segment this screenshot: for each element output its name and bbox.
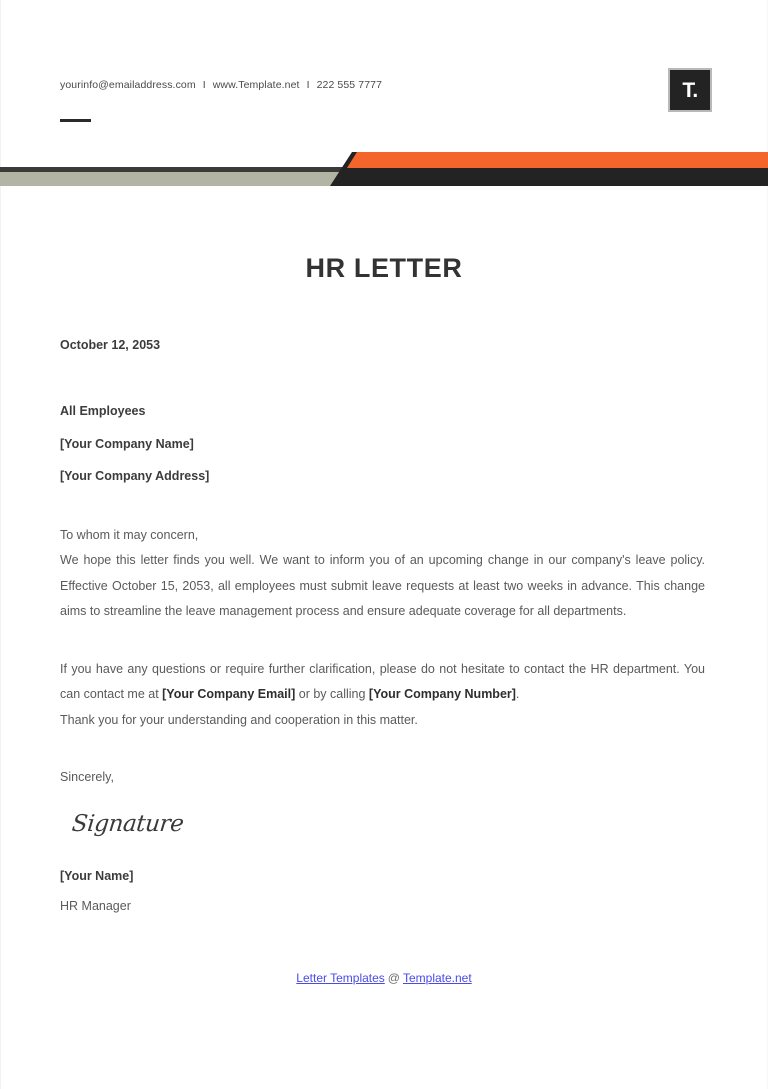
contact-email: yourinfo@emailaddress.com <box>60 79 196 91</box>
logo-letter-icon: T. <box>682 78 698 102</box>
signer-name: [Your Name] <box>60 868 134 883</box>
template-logo <box>668 68 712 112</box>
header <box>60 78 711 118</box>
footer-link-template-net[interactable]: Template.net <box>402 971 472 985</box>
company-email-placeholder: [Your Company Email] <box>162 687 296 701</box>
letter-body <box>60 336 705 921</box>
paragraph-one: We hope this letter finds you well. We want to inform you of an upcoming change in our company's leave policy. Effective October 15, 2053, all employees must submit leave requests at least two weeks in advance. This change aims to streamline the leave management process and ensure adequate coverage for all departments. <box>60 553 705 618</box>
paragraph-two-text-2: or by calling <box>295 687 369 701</box>
thanks-line: Thank you for your understanding and cooperation in this matter. <box>60 712 418 727</box>
signer-role: HR Manager <box>60 898 131 913</box>
salutation: To whom it may concern, <box>60 527 199 542</box>
footer <box>0 971 768 985</box>
signature-mark: Signature <box>70 810 185 837</box>
contact-website: www.Template.net <box>212 79 300 91</box>
paragraph-two-text-3: . <box>515 687 520 701</box>
contact-separator-2: I <box>306 79 310 91</box>
contact-phone: 222 555 7777 <box>316 79 383 91</box>
banner-orange-bar <box>347 152 768 168</box>
banner-sage-band <box>0 172 345 186</box>
recipient-line-1: All Employees <box>60 404 146 418</box>
recipient-line-3: [Your Company Address] <box>60 469 210 483</box>
contact-separator-1: I <box>202 79 206 91</box>
letter-date: October 12, 2053 <box>60 338 161 352</box>
banner-left-rule <box>0 167 345 172</box>
footer-at-symbol: @ <box>387 971 400 985</box>
paragraph-two <box>60 657 705 708</box>
footer-link-letter-templates[interactable]: Letter Templates <box>296 971 385 985</box>
banner-graphic <box>0 144 768 190</box>
signoff-block <box>60 861 705 921</box>
header-divider-rule <box>60 119 91 122</box>
recipient-block <box>60 395 705 493</box>
recipient-line-2: [Your Company Name] <box>60 436 194 451</box>
closing-line: Sincerely, <box>60 770 114 784</box>
company-number-placeholder: [Your Company Number] <box>368 687 516 701</box>
page-title: HR LETTER <box>305 253 463 283</box>
contact-line <box>60 78 711 92</box>
decorative-banner <box>0 144 768 190</box>
paragraph-two-text-1: If you have any questions or require further clarification, please do not hesitate to contact the HR department. You can contact me at <box>60 661 705 701</box>
